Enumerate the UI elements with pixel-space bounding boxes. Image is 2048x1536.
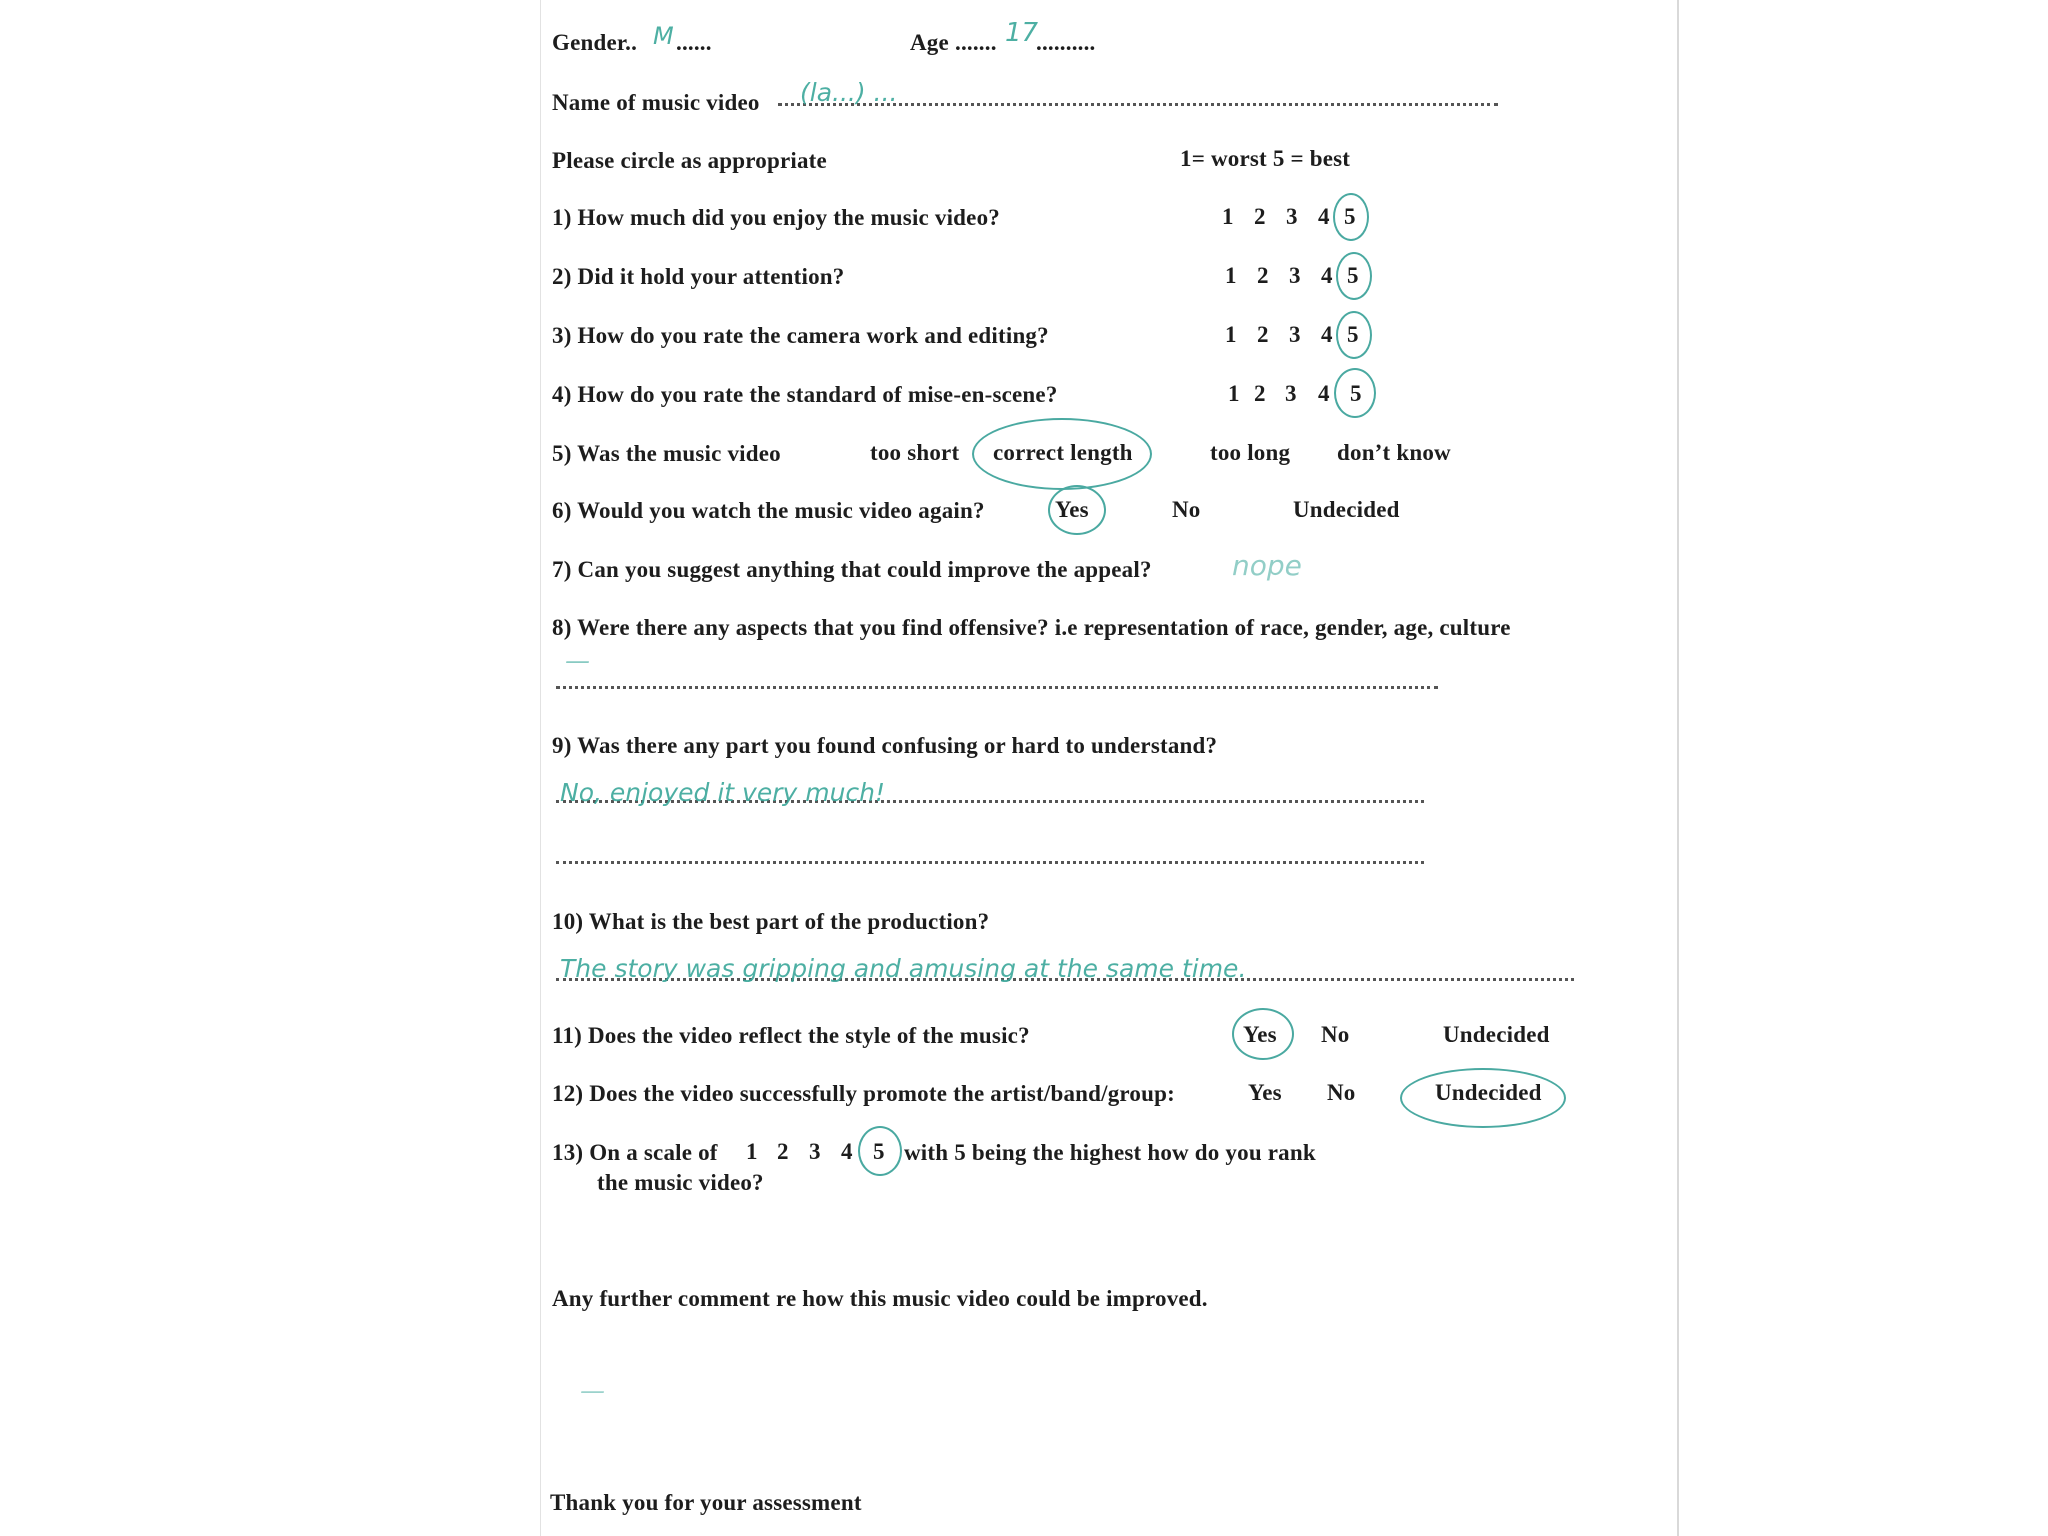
- rating-2-digit-2: 2: [1257, 263, 1269, 288]
- rating-2-digit-1: 1: [1225, 263, 1237, 288]
- question-13-line-2: the music video?: [597, 1170, 764, 1195]
- question-12: 12) Does the video successfully promote the artist/band/group:: [552, 1081, 1175, 1106]
- rating-4-digit-3: 3: [1285, 381, 1297, 406]
- question-2: 2) Did it hold your attention?: [552, 264, 845, 289]
- q12-option-no: No: [1327, 1080, 1356, 1105]
- video-name-label: Name of music video: [552, 90, 760, 115]
- gender-dots: ......: [676, 30, 712, 55]
- gender-answer: M: [653, 22, 674, 50]
- scale-legend: 1= worst 5 = best: [1180, 146, 1351, 171]
- rating-13-digit-3: 3: [809, 1139, 821, 1164]
- question-9: 9) Was there any part you found confusing or hard to understand?: [552, 733, 1218, 758]
- rating-4-digit-1: 1: [1228, 381, 1240, 406]
- rating-1-digit-3: 3: [1286, 204, 1298, 229]
- q5-option-dont-know: don’t know: [1337, 440, 1451, 465]
- gender-label: Gender..: [552, 30, 638, 55]
- rating-1-digit-2: 2: [1254, 204, 1266, 229]
- rating-2-digit-5: 5: [1347, 263, 1359, 288]
- q5-option-too-long: too long: [1210, 440, 1291, 465]
- question-3: 3) How do you rate the camera work and editing?: [552, 323, 1049, 348]
- rating-4-digit-5: 5: [1350, 381, 1362, 406]
- question-4: 4) How do you rate the standard of mise-en-scene?: [552, 382, 1058, 407]
- rating-13-digit-4: 4: [841, 1139, 853, 1164]
- q11-option-no: No: [1321, 1022, 1350, 1047]
- q10-answer: The story was gripping and amusing at the same time.: [560, 954, 1247, 983]
- question-6: 6) Would you watch the music video again?: [552, 498, 985, 523]
- q6-option-no: No: [1172, 497, 1201, 522]
- age-dots-trail: ..........: [1036, 30, 1096, 55]
- rating-3-digit-2: 2: [1257, 322, 1269, 347]
- q8-answer-line: [556, 686, 1438, 689]
- q7-answer: nope: [1232, 549, 1302, 582]
- rating-4-digit-4: 4: [1318, 381, 1330, 406]
- age-label: Age: [910, 30, 949, 55]
- thank-you-note: Thank you for your assessment: [550, 1490, 862, 1515]
- q11-option-yes: Yes: [1243, 1022, 1277, 1047]
- further-comments-prompt: Any further comment re how this music video could be improved.: [552, 1286, 1208, 1311]
- rating-2-digit-4: 4: [1321, 263, 1333, 288]
- rating-13-digit-2: 2: [777, 1139, 789, 1164]
- q5-option-too-short: too short: [870, 440, 960, 465]
- age-answer: 17: [1005, 18, 1039, 48]
- rating-13-digit-5: 5: [873, 1139, 885, 1164]
- rating-3-digit-5: 5: [1347, 322, 1359, 347]
- q12-option-yes: Yes: [1248, 1080, 1282, 1105]
- rating-3-digit-4: 4: [1321, 322, 1333, 347]
- question-1: 1) How much did you enjoy the music video?: [552, 205, 1000, 230]
- question-7: 7) Can you suggest anything that could improve the appeal?: [552, 557, 1152, 582]
- q6-option-yes: Yes: [1055, 497, 1089, 522]
- rating-3-digit-1: 1: [1225, 322, 1237, 347]
- video-name-answer: (la...) ...: [800, 78, 898, 107]
- question-13-line-1b: with 5 being the highest how do you rank: [904, 1140, 1316, 1165]
- q6-option-undecided: Undecided: [1293, 497, 1400, 522]
- q12-option-undecided: Undecided: [1435, 1080, 1542, 1105]
- further-comments-answer: —: [580, 1376, 605, 1405]
- rating-1-digit-4: 4: [1318, 204, 1330, 229]
- rating-1-digit-1: 1: [1222, 204, 1234, 229]
- q9-answer: No, enjoyed it very much!: [560, 778, 886, 807]
- question-5: 5) Was the music video: [552, 441, 781, 466]
- rating-3-digit-3: 3: [1289, 322, 1301, 347]
- rating-4-digit-2: 2: [1254, 381, 1266, 406]
- rating-13-digit-1: 1: [746, 1139, 758, 1164]
- q11-option-undecided: Undecided: [1443, 1022, 1550, 1047]
- age-dots-lead: .......: [955, 30, 997, 55]
- instruction-text: Please circle as appropriate: [552, 148, 827, 173]
- question-10: 10) What is the best part of the production?: [552, 909, 990, 934]
- rating-1-digit-5: 5: [1344, 204, 1356, 229]
- question-11: 11) Does the video reflect the style of the music?: [552, 1023, 1030, 1048]
- q9-answer-line-2: [556, 861, 1424, 864]
- q8-answer: —: [565, 646, 590, 675]
- rating-2-digit-3: 3: [1289, 263, 1301, 288]
- question-8: 8) Were there any aspects that you find offensive? i.e representation of race, gender, age, culture: [552, 615, 1511, 640]
- question-13-line-1: 13) On a scale of: [552, 1140, 718, 1165]
- q5-option-correct-length: correct length: [993, 440, 1133, 465]
